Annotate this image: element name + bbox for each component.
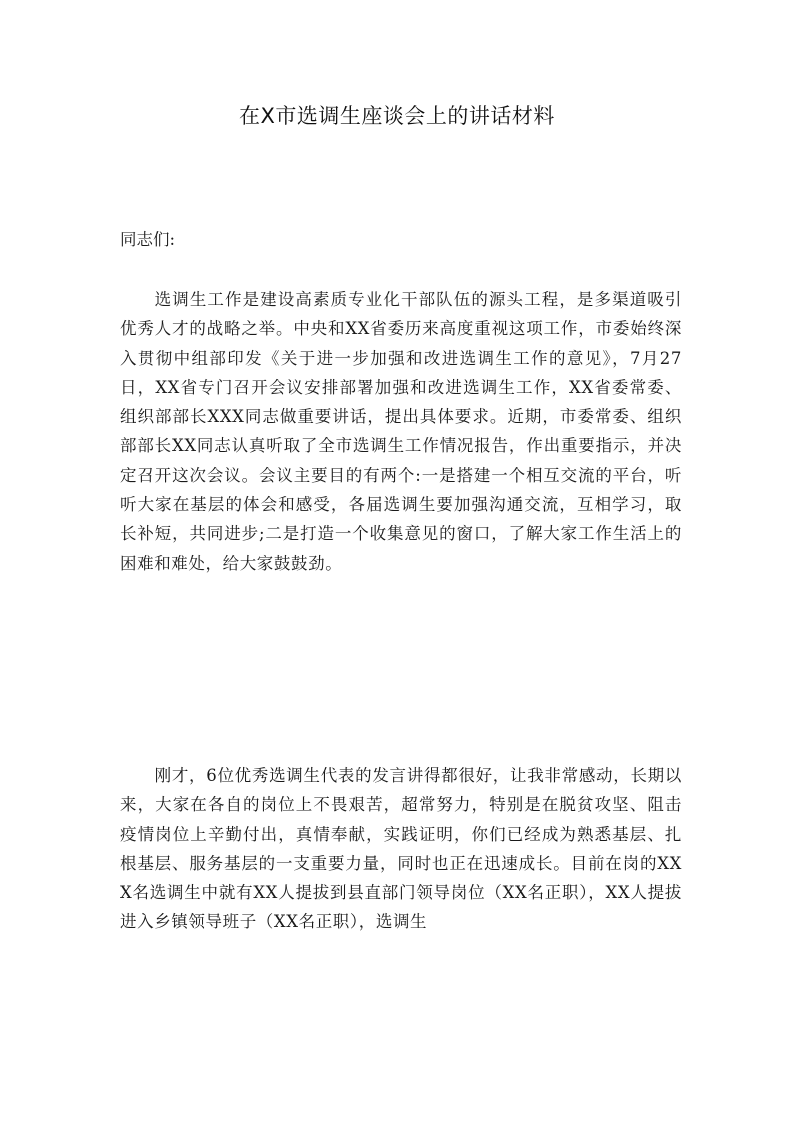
salutation: 同志们:	[120, 230, 176, 249]
body-paragraph-1: 选调生工作是建设高素质专业化干部队伍的源头工程，是多渠道吸引优秀人才的战略之举。中央和XX省委历来高度重视这项工作，市委始终深入贯彻中组部印发《关于进一步加强和改进选调生工作的意见》，7月27日，XX省专门召开会议安排部署加强和改进选调生工作，XX省委常委、组织部部长XXX同志做重要讲话，提出具体要求。近期，市委常委、组织部部长XX同志认真听取了全市选调生工作情况报告，作出重要指示，并决定召开这次会议。会议主要目的有两个:一是搭建一个相互交流的平台，听听大家在基层的体会和感受，各届选调生要加强沟通交流，互相学习，取长补短，共同进步;二是打造一个收集意见的窗口，了解大家工作生活上的困难和难处，给大家鼓鼓劲。	[120, 290, 682, 573]
document-title: 在X市选调生座谈会上的讲话材料	[239, 104, 555, 128]
body-paragraph-2: 刚才，6位优秀选调生代表的发言讲得都很好，让我非常感动，长期以来，大家在各自的岗位上不畏艰苦，超常努力，特别是在脱贫攻坚、阻击疫情岗位上辛勤付出，真情奉献，实践证明，你们已经成为熟悉基层、扎根基层、服务基层的一支重要力量，同时也正在迅速成长。目前在岗的XXX名选调生中就有XX人提拔到县直部门领导岗位（XX名正职），XX人提拔进入乡镇领导班子（XX名正职），选调生	[120, 766, 682, 932]
